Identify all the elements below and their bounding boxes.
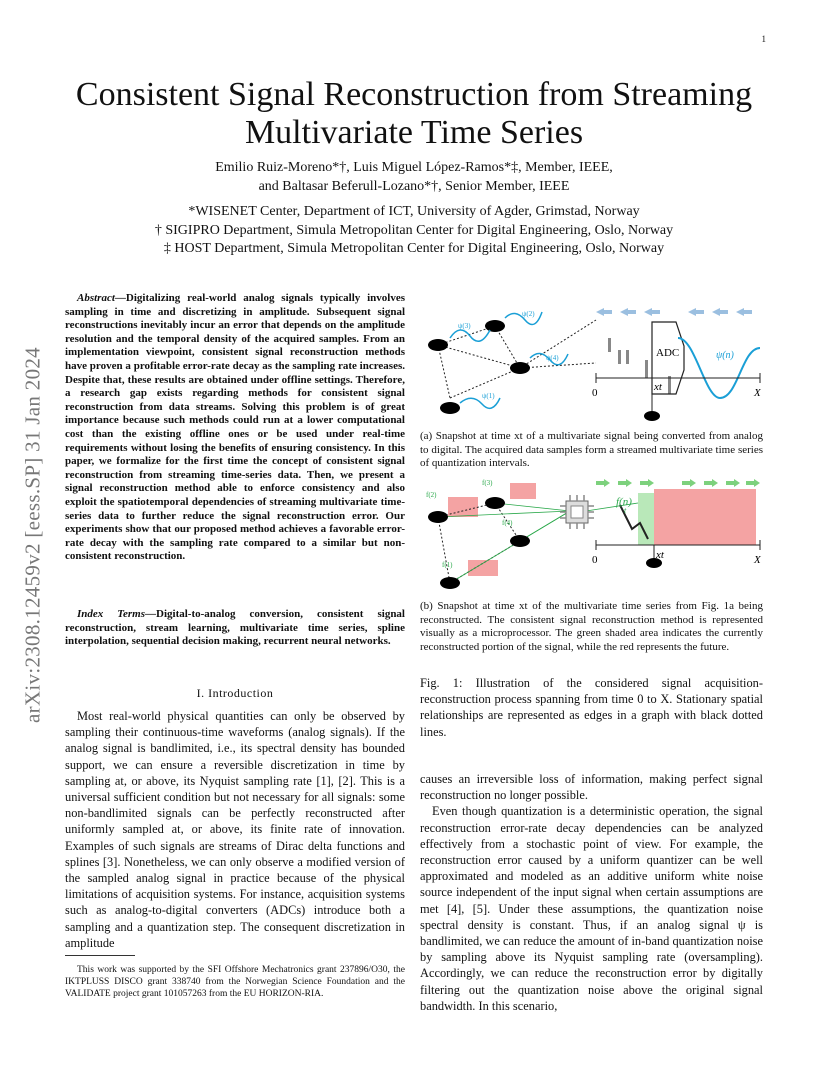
affiliations (80, 203, 748, 259)
node-label-4: ψ(4) (546, 354, 559, 362)
f-sub-t-label: t (624, 506, 627, 515)
index-terms (65, 608, 405, 649)
node-label-b-2: f(2) (426, 491, 437, 499)
figure-caption: Fig. 1: Illustration of the considered signal acquisition-reconstruction process spanning from time 0 to X. Stationary spatial relationships are represented as edges in a graph with black dotted lines. (420, 676, 763, 739)
caption-1a: (a) Snapshot at time xt of a multivariate signal being converted from analog to digital. The acquired data samples form a streamed multivariate time series of quantization intervals. (420, 430, 763, 470)
f-n-label: f(n) (616, 496, 632, 508)
adc-label: ADC (656, 347, 680, 359)
right-paragraph-1: causes an irreversible loss of information, making perfect signal reconstruction no longer possible. (420, 772, 763, 803)
axis-X-label: X (754, 387, 761, 399)
axis-xt-label-b: xt (656, 549, 664, 561)
node-1 (440, 402, 460, 414)
streaming-arrows-blue (596, 308, 752, 316)
intro-paragraph: Most real-world physical quantities can only be observed by sampling their continuous-time waveforms (analog signals). If the analog signal is bandlimited, i.e., its spectral density has bounded support, we can ensure a reversible discretization in time by sampling at, or above, its Nyquist sampling rate [1], [2]. This is a universal sufficient condition but not necessary for all signals: some non-bandlimited signals can be perfectly reconstructed after uniformly sampled at, or above, its finite rate of innovation. Examples of such signals are streams of Dirac delta functions and splines [3]. Nonetheless, we can only observe a modified version of the sampled analog signal in practice because of the physical limitations of acquisition systems. For instance, acquisition systems such as analog-to-digital converters (ADCs) introduce both a sampling and a quantization step. The consequent discretization in amplitude (65, 709, 405, 950)
axis-X-label-b: X (754, 554, 761, 566)
arxiv-stamp (18, 290, 48, 780)
axis-xt-label: xt (654, 381, 662, 393)
affiliation-3: ‡ HOST Department, Simula Metropolitan Center for Digital Engineering, Oslo, Norway (163, 241, 665, 256)
right-paragraph-2: Even though quantization is a deterministic operation, the signal reconstruction error-rate decay dependencies can be analyzed effectively from a stochastic point of view. For example, the reconstruction error caused by a uniform quantizer can be well approximated and modeled as an additive uniform white noise source independent of the input signal when certain assumptions are met [4], [5]. Under these assumptions, the quantization noise spectral density is constant. Thus, if an analog signal ψ is bandlimited, we can reduce the amount of in-band quantization noise by sampling above its Nyquist sampling rate (oversampling). Accordingly, we can reduce the reconstruction error by digitally filtering out the quantization noise above the original signal bandwidth. In this scenario, (420, 804, 763, 1013)
figure-1a (420, 298, 763, 426)
node-label-b-4: f(4) (502, 519, 513, 527)
graph-nodes (428, 320, 530, 414)
right-column-text (420, 771, 763, 1014)
node-4 (510, 362, 530, 374)
figure-1b (420, 475, 763, 597)
axis-zero-label: 0 (592, 387, 598, 399)
shade-red-node1 (468, 560, 498, 576)
footnote: This work was supported by the SFI Offshore Mechatronics grant 237896/O30, the IKTPLUSS DISCO grant 338740 from the Norwegian Science Foundation and the VALIDATE project grant 101057263 from the EU HORIZON-RIA. (65, 965, 405, 999)
node-label-b-3: f(3) (482, 479, 493, 487)
title-line-1: Consistent Signal Reconstruction from Streaming (75, 76, 753, 113)
section-heading: I. Introduction (196, 686, 274, 700)
node-label-3: ψ(3) (458, 322, 471, 330)
authors-line-2: and Baltasar Beferull-Lozano*†, Senior Member, IEEE (258, 179, 570, 194)
node-3 (428, 339, 448, 351)
psi-n-label: ψ(n) (716, 350, 734, 361)
affiliation-2: † SIGIPRO Department, Simula Metropolitan Center for Digital Engineering, Oslo, Norway (154, 222, 674, 238)
shade-red-node3 (448, 497, 478, 517)
affiliation-1: *WISENET Center, Department of ICT, University of Agder, Grimstad, Norway (188, 204, 640, 219)
node-label-2: ψ(2) (522, 310, 535, 318)
signal-curve (678, 338, 760, 398)
streaming-arrows-green (596, 479, 760, 487)
index-terms-label: Index Terms (77, 608, 146, 620)
graph-edges (438, 320, 596, 398)
authors-line-1: Emilio Ruiz-Moreno*†, Luis Miguel López-Ramos*‡, Member, IEEE, (215, 160, 613, 175)
abstract (65, 292, 405, 564)
microprocessor-icon (560, 495, 594, 529)
index-terms-text: —Digital-to-analog conversion, consistent signal reconstruction, stream learning, multivariate time series, spline interpolation, sequential decision making, recurrent neural networks. (65, 608, 405, 648)
arxiv-stamp-text: arXiv:2308.12459v2 [eess.SP] 31 Jan 2024 (20, 347, 45, 723)
authors (100, 158, 728, 196)
caption-1b: (b) Snapshot at time xt of the multivariate time series from Fig. 1a being reconstructed. The consistent signal reconstruction method is represented visually as a microprocessor. The green shaded area indicates the currently reconstructed portion of the signal, while the red represents the future. (420, 600, 763, 653)
paper-title (60, 76, 768, 152)
shade-red-main (654, 489, 756, 545)
node-label-1: ψ(1) (482, 392, 495, 400)
node-2 (485, 320, 505, 332)
abstract-text: —Digitalizing real-world analog signals typically involves sampling in time and discretizing in amplitude. Subsequent signal reconstructions inevitably incur an error that depends on the amplitude resolution and the temporal density of the acquired samples. From an implementation viewpoint, consistent signal reconstruction methods have proven a profitable error-rate decay as the sampling rate increases. Despite that, these results are obtained under offline settings. Therefore, a research gap exists regarding methods for consistent signal reconstruction from data streams. Solving this problem is of great importance because such methods could run at a lower computational cost than the existing offline ones or be used under real-time requirements without losing the benefits of ensuring consistency. In this paper, we formalize for the first time the concept of consistent signal reconstruction from streaming time-series data. Then, we present a signal reconstruction method able to enforce consistency and also exploit the spatiotemporal dependencies of streaming multivariate time-series data to further reduce the signal reconstruction error. Our experiments show that our proposed method achieves a favorable error-rate decay with the sampling rate compared to a similar but non-consistent reconstruction. (65, 292, 405, 563)
shade-red-node2 (510, 483, 536, 499)
abstract-label: Abstract (77, 292, 115, 304)
node-label-b-1: f(1) (442, 561, 453, 569)
footnote-rule (65, 955, 135, 956)
time-marker (644, 411, 660, 421)
title-line-2: Multivariate Time Series (244, 114, 584, 151)
page-number: 1 (761, 34, 766, 44)
axis-zero-label-b: 0 (592, 554, 598, 566)
